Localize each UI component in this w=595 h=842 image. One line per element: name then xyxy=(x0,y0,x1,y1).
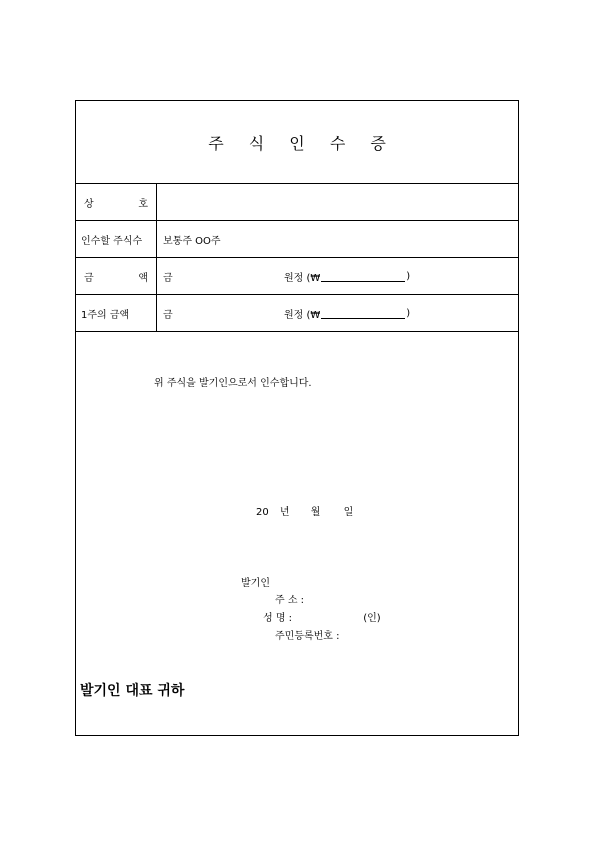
amount-label xyxy=(76,258,157,294)
row-amount xyxy=(76,258,518,295)
per-share-blank-line[interactable] xyxy=(321,308,405,319)
issuer-heading: 발기인 xyxy=(241,578,270,589)
amount-blank-line[interactable] xyxy=(321,271,405,282)
won-close: ) xyxy=(406,270,411,282)
per-share-won xyxy=(284,295,410,331)
form-title: 주 식 인 수 증 xyxy=(208,133,396,153)
amount-prefix: 금 xyxy=(163,272,173,284)
amount-field[interactable] xyxy=(157,258,518,294)
seal-mark: (인) xyxy=(363,613,381,624)
date-month: 월 xyxy=(310,507,321,518)
per-share-amount-label: 1주의 금액 xyxy=(76,295,157,331)
row-per-share-amount xyxy=(76,295,518,332)
addressee: 발기인 대표 귀하 xyxy=(80,683,185,699)
issuer-address-label: 주 소 : xyxy=(275,595,305,606)
per-share-prefix: 금 xyxy=(163,309,173,321)
issuer-id-label: 주민등록번호 : xyxy=(275,631,340,642)
date-line xyxy=(256,503,353,518)
share-count-label: 인수할 주식수 xyxy=(76,221,157,257)
share-count-field[interactable]: 보통주 OO주 xyxy=(163,235,221,247)
date-day: 일 xyxy=(343,507,354,518)
issuer-name-row xyxy=(263,609,381,624)
company-name-label xyxy=(76,184,157,220)
statement-text: 위 주식을 발기인으로서 인수합니다. xyxy=(154,378,312,389)
row-share-count xyxy=(76,221,518,258)
amount-won xyxy=(284,258,410,294)
won-close: ) xyxy=(406,307,411,319)
issuer-name-label: 성 명 : xyxy=(263,613,293,624)
row-company-name xyxy=(76,184,518,221)
title-row xyxy=(76,101,518,184)
date-year: 년 xyxy=(279,507,290,518)
label-part-a: 금 xyxy=(84,272,94,284)
label-part-b: 액 xyxy=(138,272,148,284)
won-label: 원정 (₩ xyxy=(284,309,321,321)
won-label: 원정 (₩ xyxy=(284,272,321,284)
label-part-b: 호 xyxy=(138,198,148,210)
per-share-amount-field[interactable] xyxy=(157,295,518,331)
company-name-field[interactable] xyxy=(157,184,518,220)
share-subscription-form xyxy=(75,100,519,736)
date-year-prefix: 20 xyxy=(256,507,269,518)
label-part-a: 상 xyxy=(84,198,94,210)
